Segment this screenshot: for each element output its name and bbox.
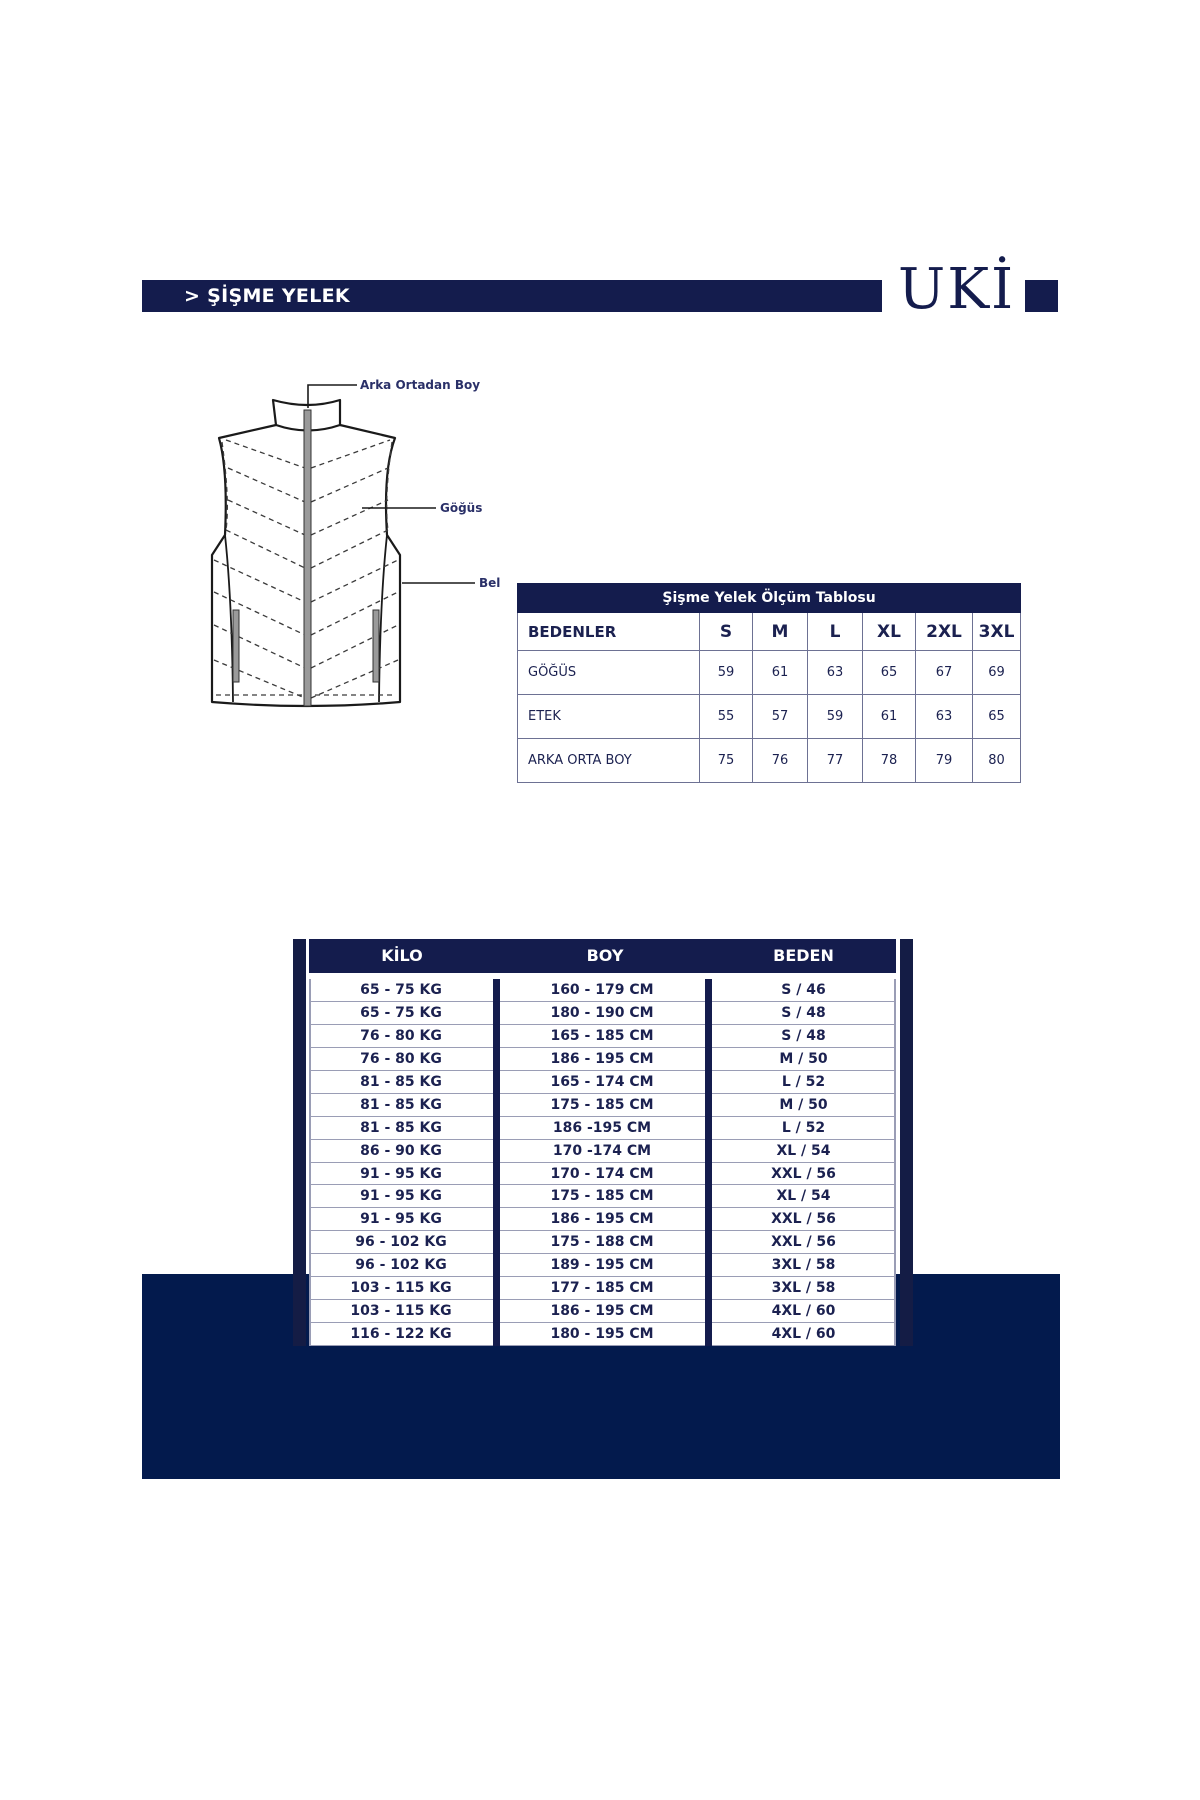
boy-cell: 186 - 195 CM: [550, 1211, 654, 1228]
cell: 65: [863, 651, 916, 695]
size-header: 2XL: [916, 613, 973, 651]
size-guide-row: [309, 1140, 896, 1163]
beden-cell: 4XL / 60: [771, 1326, 836, 1343]
kilo-cell: 86 - 90 KG: [360, 1142, 442, 1159]
kilo-cell: 91 - 95 KG: [360, 1211, 442, 1228]
cell: 59: [700, 651, 753, 695]
column-divider: [493, 979, 500, 1346]
vest-pocket-right: [373, 610, 379, 682]
cell: 69: [973, 651, 1021, 695]
size-header: M: [753, 613, 808, 651]
size-guide-row: [309, 1208, 896, 1231]
kilo-cell: 81 - 85 KG: [360, 1119, 442, 1136]
boy-cell: 180 - 195 CM: [550, 1326, 654, 1343]
size-guide-row: [309, 1323, 896, 1346]
boy-cell: 180 - 190 CM: [550, 1004, 654, 1021]
boy-cell: 175 - 188 CM: [550, 1234, 654, 1251]
size-header: XL: [863, 613, 916, 651]
size-guide-row: [309, 1277, 896, 1300]
size-header: L: [808, 613, 863, 651]
size-guide-row: [309, 1025, 896, 1048]
boy-cell: 170 -174 CM: [552, 1142, 652, 1159]
size-guide-row: [309, 1254, 896, 1277]
vest-zipper: [304, 410, 311, 706]
cell: 76: [753, 739, 808, 783]
table-border: [894, 979, 896, 1346]
kilo-cell: 91 - 95 KG: [360, 1165, 442, 1182]
cell: 75: [700, 739, 753, 783]
beden-cell: L / 52: [781, 1119, 826, 1136]
beden-cell: XXL / 56: [771, 1234, 836, 1251]
column-divider: [705, 979, 712, 1346]
size-guide-row: [309, 1300, 896, 1323]
beden-cell: S / 48: [781, 1027, 826, 1044]
boy-cell: 186 - 195 CM: [550, 1050, 654, 1067]
header-label: BEDENLER: [518, 613, 700, 651]
cell: 55: [700, 695, 753, 739]
measurement-header-row: [518, 613, 1021, 651]
cell: 61: [753, 651, 808, 695]
beden-cell: 4XL / 60: [771, 1303, 836, 1320]
row-label: ETEK: [518, 695, 700, 739]
boy-cell: 165 - 185 CM: [550, 1027, 654, 1044]
measurement-row: [518, 739, 1021, 783]
kilo-cell: 65 - 75 KG: [360, 1004, 442, 1021]
vest-pocket-left: [233, 610, 239, 682]
size-guide-row: [309, 1002, 896, 1025]
boy-cell: 186 -195 CM: [552, 1119, 652, 1136]
kilo-cell: 91 - 95 KG: [360, 1188, 442, 1205]
boy-cell: 186 - 195 CM: [550, 1303, 654, 1320]
size-guide-row: [309, 1185, 896, 1208]
size-guide-frame-left: [293, 939, 306, 1346]
size-guide-row: [309, 1094, 896, 1117]
boy-cell: 189 - 195 CM: [550, 1257, 654, 1274]
page-title: > ŞİŞME YELEK: [184, 285, 350, 307]
boy-cell: 165 - 174 CM: [550, 1073, 654, 1090]
measurement-row: [518, 695, 1021, 739]
cell: 79: [916, 739, 973, 783]
cell: 63: [808, 651, 863, 695]
row-label: ARKA ORTA BOY: [518, 739, 700, 783]
beden-cell: L / 52: [781, 1073, 826, 1090]
measurement-table-caption: Şişme Yelek Ölçüm Tablosu: [518, 584, 1021, 613]
boy-cell: 175 - 185 CM: [550, 1096, 654, 1113]
kilo-cell: 76 - 80 KG: [360, 1027, 442, 1044]
beden-cell: S / 48: [781, 1004, 826, 1021]
column-header-kilo: KİLO: [381, 946, 423, 965]
kilo-cell: 76 - 80 KG: [360, 1050, 442, 1067]
boy-cell: 175 - 185 CM: [550, 1188, 654, 1205]
size-guide-frame-right: [900, 939, 913, 1346]
kilo-cell: 81 - 85 KG: [360, 1096, 442, 1113]
boy-cell: 160 - 179 CM: [550, 982, 654, 998]
kilo-cell: 116 - 122 KG: [350, 1326, 452, 1343]
kilo-cell: 81 - 85 KG: [360, 1073, 442, 1090]
label-waist: Bel: [479, 576, 501, 590]
measurement-row: [518, 651, 1021, 695]
kilo-cell: 96 - 102 KG: [355, 1234, 447, 1251]
cell: 77: [808, 739, 863, 783]
size-guide-row: [309, 1048, 896, 1071]
label-back-length: Arka Ortadan Boy: [360, 378, 481, 392]
beden-cell: XXL / 56: [771, 1165, 836, 1182]
cell: 63: [916, 695, 973, 739]
table-border: [309, 979, 311, 1346]
boy-cell: 177 - 185 CM: [550, 1280, 654, 1297]
cell: 80: [973, 739, 1021, 783]
cell: 78: [863, 739, 916, 783]
beden-cell: M / 50: [779, 1050, 828, 1067]
logo-text: UKİ: [898, 257, 1016, 322]
size-guide-row: [309, 1071, 896, 1094]
kilo-cell: 103 - 115 KG: [350, 1303, 452, 1320]
size-guide-row: [309, 979, 896, 1002]
column-header-boy: BOY: [586, 946, 624, 965]
cell: 57: [753, 695, 808, 739]
size-header: 3XL: [973, 613, 1021, 651]
beden-cell: XXL / 56: [771, 1211, 836, 1228]
size-guide-row: [309, 1117, 896, 1140]
cell: 61: [863, 695, 916, 739]
size-guide-body: [309, 979, 896, 1346]
size-header: S: [700, 613, 753, 651]
cell: 67: [916, 651, 973, 695]
beden-cell: XL / 54: [776, 1142, 831, 1159]
beden-cell: 3XL / 58: [771, 1280, 836, 1297]
size-guide-row: [309, 1231, 896, 1254]
measurement-table: [517, 583, 1020, 783]
kilo-cell: 96 - 102 KG: [355, 1257, 447, 1274]
beden-cell: S / 46: [781, 982, 826, 998]
size-guide-header: [309, 939, 896, 973]
beden-cell: 3XL / 58: [771, 1257, 836, 1274]
row-label: GÖĞÜS: [518, 651, 700, 695]
cell: 65: [973, 695, 1021, 739]
label-chest: Göğüs: [440, 501, 483, 515]
size-guide-row: [309, 1163, 896, 1186]
boy-cell: 170 - 174 CM: [550, 1165, 654, 1182]
kilo-cell: 65 - 75 KG: [360, 982, 442, 998]
cell: 59: [808, 695, 863, 739]
beden-cell: M / 50: [779, 1096, 828, 1113]
column-header-beden: BEDEN: [773, 946, 834, 965]
kilo-cell: 103 - 115 KG: [350, 1280, 452, 1297]
beden-cell: XL / 54: [776, 1188, 831, 1205]
